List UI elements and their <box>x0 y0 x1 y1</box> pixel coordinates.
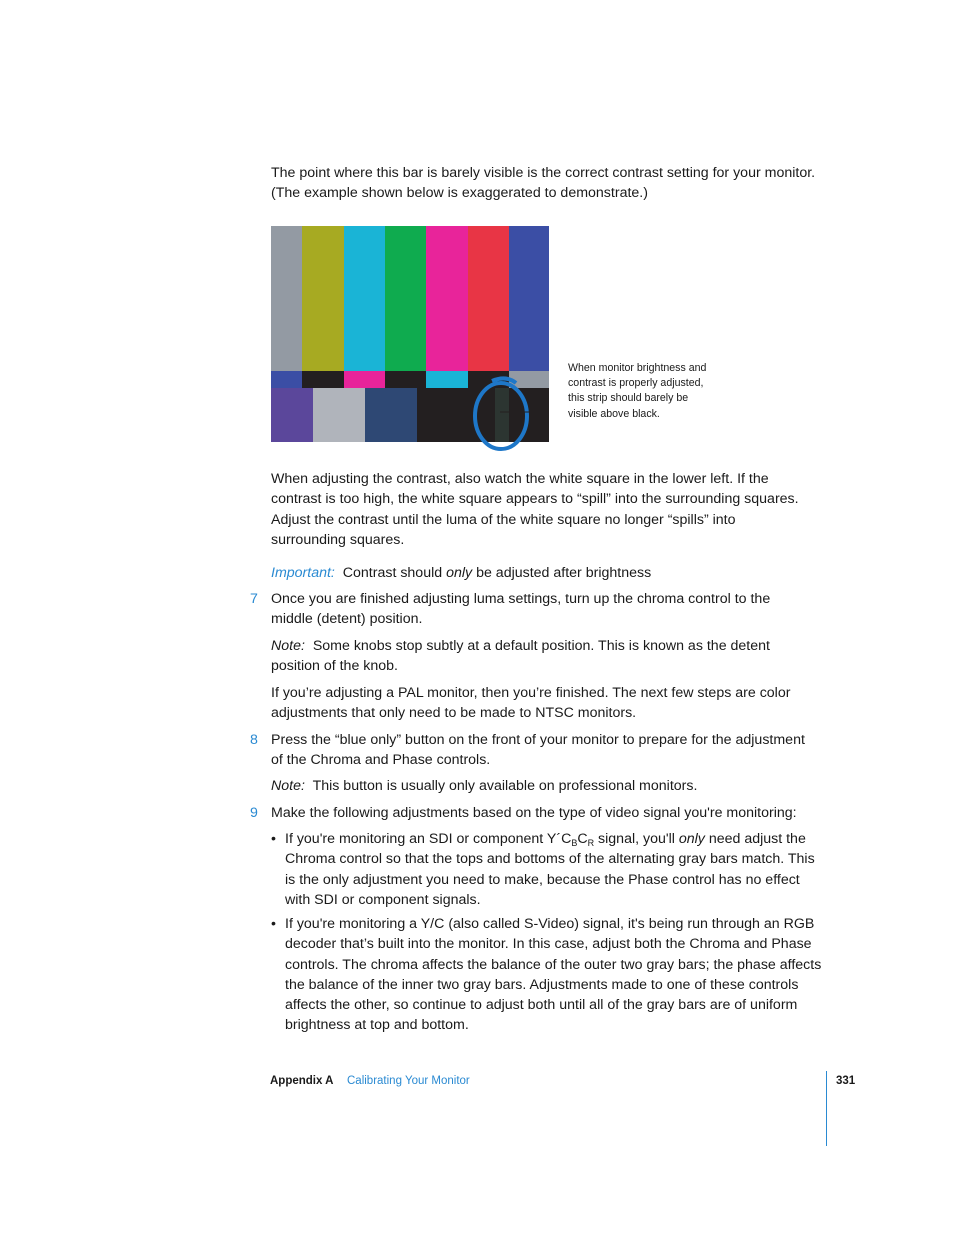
bar-yellow <box>302 226 344 371</box>
callout-line: When monitor brightness and <box>568 362 707 374</box>
note-label: Note: <box>271 638 305 654</box>
text-line: is the only adjustment you need to make, because the Phase control has no effect <box>285 871 800 888</box>
intro-paragraph <box>271 163 831 204</box>
text-line: with SDI or component signals. <box>285 891 481 908</box>
important-label: Important: <box>271 565 335 581</box>
bottom-white <box>313 388 365 442</box>
text-line: When adjusting the contrast, also watch the white square in the lower left. If the <box>271 471 769 487</box>
bar-gray <box>271 226 302 371</box>
text: need adjust the <box>704 831 806 847</box>
bar-green <box>385 226 426 371</box>
text: Contrast should <box>342 565 443 581</box>
bar-cyan <box>344 226 385 371</box>
text-line: surrounding squares. <box>271 531 405 548</box>
step-8-text <box>271 730 831 771</box>
footer-appendix: Appendix A <box>270 1075 334 1087</box>
bottom-navy <box>365 388 417 442</box>
mid-cyan <box>426 371 468 388</box>
text-line: If you’re adjusting a PAL monitor, then you’re finished. The next few steps are color <box>271 685 791 701</box>
callout-line: this strip should barely be <box>568 392 689 405</box>
step-7-pal <box>271 683 831 724</box>
text-line: position of the knob. <box>271 658 398 675</box>
text-line: brightness at top and bottom. <box>285 1017 469 1034</box>
bar-magenta <box>426 226 468 371</box>
step-7-text <box>271 589 831 630</box>
bullet-sdi <box>285 829 830 910</box>
text: If you're monitoring an SDI or component Y´C <box>285 831 572 847</box>
text-line: middle (detent) position. <box>271 611 423 628</box>
figure-callout <box>568 361 718 422</box>
important-note <box>271 563 831 583</box>
text-line: of the Chroma and Phase controls. <box>271 752 491 769</box>
step-number-7: 7 <box>250 591 258 607</box>
step-8-note <box>271 776 831 796</box>
text-line: Chroma control so that the tops and bottoms of the alternating gray bars match. This <box>285 851 815 868</box>
text-line: decoder that’s built into the monitor. In this case, adjust both the Chroma and Phase <box>285 936 812 953</box>
emphasis: only <box>446 565 473 581</box>
page-number: 331 <box>836 1075 856 1087</box>
subscript: R <box>587 838 595 848</box>
text-line: Some knobs stop subtly at a default position. This is known as the detent <box>312 638 770 654</box>
emphasis: only <box>678 831 705 847</box>
text-line: the balance of the inner two gray bars. Adjustments made to one of these controls <box>285 976 799 993</box>
bar-blue <box>509 226 549 371</box>
callout-line: contrast is properly adjusted, <box>568 377 704 390</box>
text-line: This button is usually only available on professional monitors. <box>312 778 698 794</box>
footer-chapter-link[interactable]: Calibrating Your Monitor <box>347 1075 470 1087</box>
callout-line: visible above black. <box>568 407 660 420</box>
text-line: contrast is too high, the white square appears to “spill” into the surrounding squares. <box>271 491 799 508</box>
contrast-paragraph <box>271 469 831 550</box>
text-line: If you're monitoring a Y/C (also called S-Video) signal, it's being run through an RGB <box>285 916 815 932</box>
mid-blue <box>271 371 302 388</box>
bullet: • <box>271 916 276 932</box>
text: signal, you'll <box>594 831 679 847</box>
mid-black <box>385 371 426 388</box>
text: be adjusted after brightness <box>476 565 652 581</box>
intro-line: (The example shown below is exaggerated to demonstrate.) <box>271 185 648 202</box>
step-number-8: 8 <box>250 732 258 748</box>
text-line: Press the “blue only” button on the front of your monitor to prepare for the adjustment <box>271 732 805 748</box>
bullet-yc <box>285 914 830 1036</box>
subscript: B <box>571 838 578 848</box>
text-line: adjustments that only need to be made to NTSC monitors. <box>271 705 637 722</box>
text-line: affects the other, so continue to adjust both until all of the gray bars are of uniform <box>285 997 798 1014</box>
mid-magenta <box>344 371 385 388</box>
footer-divider <box>826 1071 827 1146</box>
step-number-9: 9 <box>250 805 258 821</box>
note-label: Note: <box>271 778 305 794</box>
text-line: controls. The chroma affects the balance of the outer two gray bars; the phase affects <box>285 956 822 973</box>
text-line: Adjust the contrast until the luma of the white square no longer “spills” into <box>271 511 736 528</box>
text-line: Once you are finished adjusting luma settings, turn up the chroma control to the <box>271 591 771 607</box>
mid-black <box>302 371 344 388</box>
bottom-purple <box>271 388 313 442</box>
bullet: • <box>271 831 276 847</box>
callout-leader-line <box>500 405 570 420</box>
bar-red <box>468 226 509 371</box>
step-7-note <box>271 636 831 677</box>
text: C <box>577 831 588 847</box>
intro-line: The point where this bar is barely visible is the correct contrast setting for your monitor. <box>271 165 816 181</box>
step-9-text: Make the following adjustments based on the type of video signal you're monitoring: <box>271 805 797 821</box>
